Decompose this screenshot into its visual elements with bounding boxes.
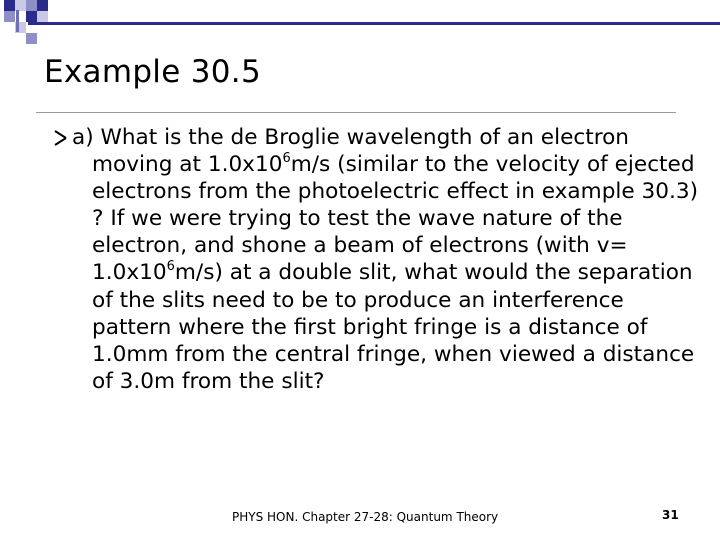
- deco-square: [37, 11, 48, 22]
- bullet-text-part: m/s (similar to the velocity of ejected electrons from the photoelectric effect in example 30.3) ? If we were trying to test the wave nature of the electron, and shone a beam of electrons (with v= 1.0x10: [92, 152, 699, 286]
- decorative-squares: [0, 0, 60, 50]
- arrow-bullet-icon: [52, 128, 70, 148]
- header-rule: [28, 22, 720, 25]
- deco-square: [26, 33, 37, 44]
- deco-square: [4, 11, 15, 22]
- deco-square: [37, 0, 48, 11]
- bullet-text-part: a) What is the de Broglie wavelength of an electron moving at 1.0x10: [72, 125, 629, 178]
- title-underline: [36, 112, 676, 113]
- deco-square: [26, 0, 37, 11]
- page-number: 31: [662, 508, 679, 522]
- superscript: 6: [282, 151, 291, 167]
- bullet-text: [72, 124, 704, 395]
- bullet-text-part: m/s) at a double slit, what would the separation of the slits need to be to produce an interference pattern where the first bright fringe is a distance of 1.0mm from the central fringe, when viewed a distance of 3.0m from the slit?: [92, 260, 695, 394]
- decorative-vertical-line: [16, 10, 19, 32]
- slide-footer: PHYS HON. Chapter 27-28: Quantum Theory: [232, 510, 499, 524]
- bullet-item: [52, 124, 699, 395]
- deco-square: [4, 0, 15, 11]
- slide-title: Example 30.5: [44, 54, 261, 90]
- superscript: 6: [166, 259, 175, 275]
- deco-square: [26, 11, 37, 22]
